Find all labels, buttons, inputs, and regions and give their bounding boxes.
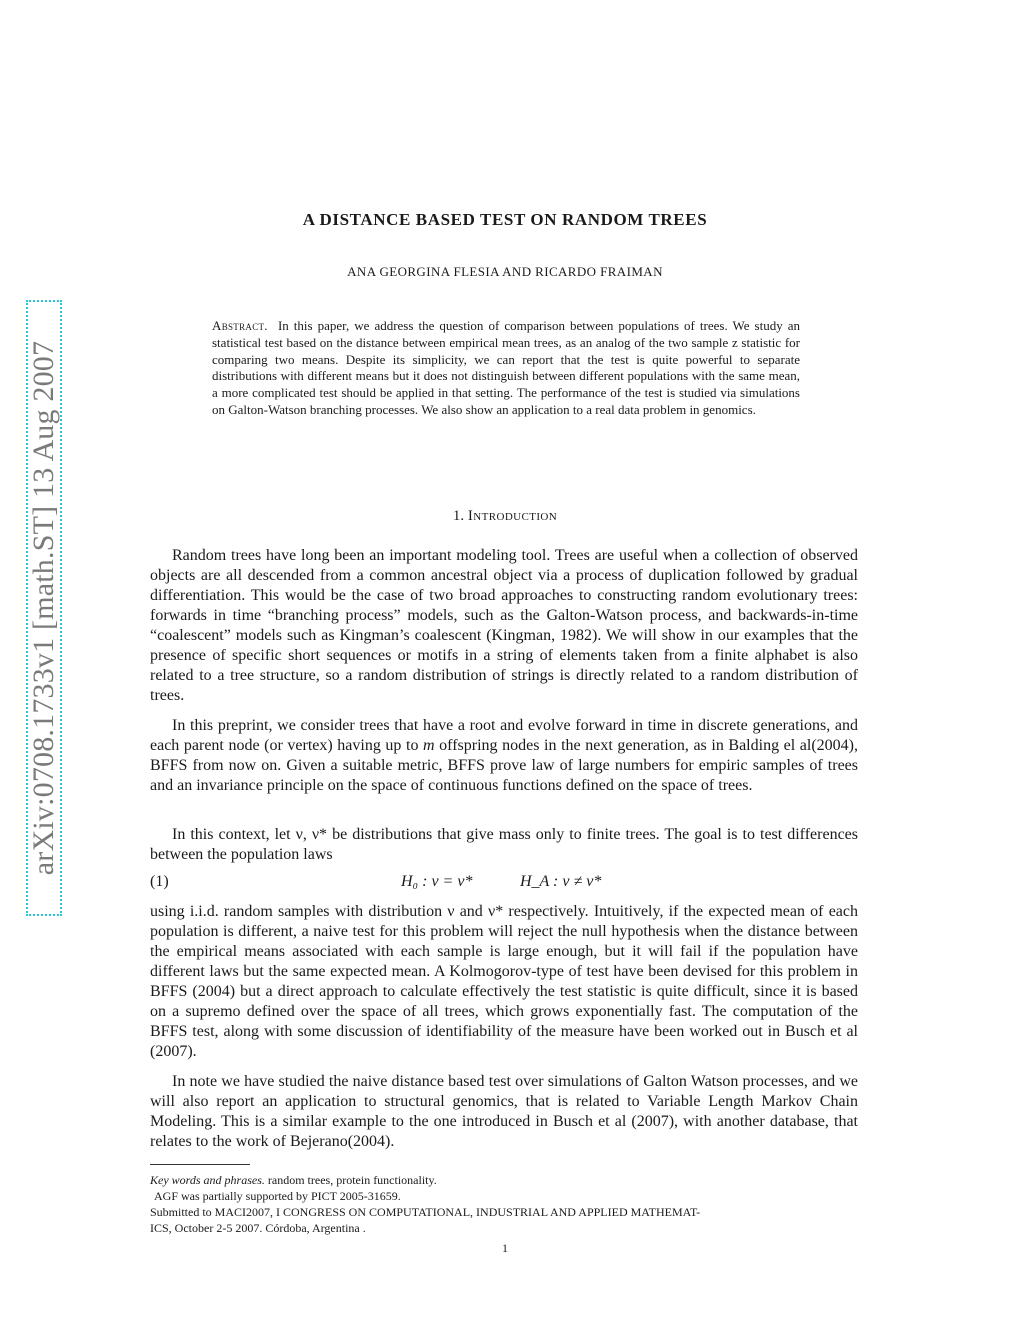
- footnote-keywords: [150, 1172, 858, 1188]
- arxiv-identifier: arXiv:0708.1733v1 [math.ST] 13 Aug 2007: [27, 340, 60, 876]
- arxiv-sidebar-stamp: [26, 300, 62, 916]
- section-title: Introduction: [467, 508, 558, 524]
- paragraph-part: In this preprint, we consider trees that have a root and evolve forward in time in discrete generations, and each parent node (or vertex) having up to: [150, 717, 858, 754]
- section-number: 1.: [452, 508, 465, 524]
- paper-authors: ANA GEORGINA FLESIA AND RICARDO FRAIMAN: [347, 264, 663, 279]
- abstract-text: In this paper, we address the question of comparison between populations of trees. We study an statistical test based on the distance between empirical mean trees, as an analog of the two sample z statistic for comparing two means. Despite its simplicity, we can report that the test is quite powerful to separate distributions with different means but it does not distinguish between different populations with the same mean, a more complicated test should be applied in that setting. The performance of the test is studied via simulations on Galton-Watson branching processes. We also show an application to a real data problem in genomics.: [212, 318, 801, 417]
- paragraph-4: [150, 902, 858, 1062]
- page-number: 1: [502, 1241, 508, 1255]
- alternative-hypothesis: H_A : ν ≠ ν*: [520, 873, 602, 890]
- footnotes: [150, 1172, 858, 1236]
- paragraph-2: [150, 716, 858, 796]
- keywords-text: random trees, protein functionality.: [267, 1173, 437, 1187]
- abstract: [212, 318, 800, 419]
- null-hypothesis: H₀ : ν = ν*: [401, 873, 473, 890]
- paragraph-text: Random trees have long been an important modeling tool. Trees are useful when a collection of observed objects are all descended from a common ancestral object via a process of duplication followed by gradual differentiation. This would be the case of two broad approaches to constructing random evolutionary trees: forwards in time “branching process” models, such as the Galton-Watson process, and backwards-in-time “coalescent” models such as Kingman’s coalescent (Kingman, 1982). We will show in our examples that the presence of specific short sequences or motifs in a string of elements taken from a finite alphabet is also related to a tree structure, so a random distribution of strings is directly related to a random distribution of trees.: [150, 547, 858, 704]
- paragraph-5: [150, 1072, 858, 1152]
- paragraph-1: [150, 546, 858, 706]
- paragraph-part: offspring nodes in the next generation, as in Balding el al(2004), BFFS from now on. Given a suitable metric, BFFS prove law of large numbers for empiric samples of trees and an invariance principle on the space of continuous functions defined on the space of trees.: [150, 737, 858, 794]
- math-variable: m: [423, 737, 435, 754]
- paper-title: A DISTANCE BASED TEST ON RANDOM TREES: [302, 210, 708, 229]
- footnote-support: AGF was partially supported by PICT 2005-31659.: [154, 1189, 401, 1203]
- paragraph-text: [150, 716, 858, 796]
- footnote-divider: [150, 1164, 250, 1165]
- paragraph-text: In note we have studied the naive distance based test over simulations of Galton Watson processes, and we will also report an application to structural genomics, that is related to Variable Length Markov Chain Modeling. This is a similar example to the one introduced in Busch et al (2007), with another database, that relates to the work of Bejerano(2004).: [150, 1073, 858, 1150]
- abstract-label: Abstract.: [212, 318, 268, 333]
- equation-number: (1): [150, 873, 169, 890]
- paragraph-text: In this context, let ν, ν* be distributions that give mass only to finite trees. The goal is to test differences between the population laws: [150, 826, 858, 863]
- equation-1: [150, 873, 858, 895]
- footnote-submitted-line-2: ICS, October 2-5 2007. Córdoba, Argentina .: [150, 1221, 366, 1235]
- footnote-submitted-line-1: Submitted to MACI2007, I CONGRESS ON COMPUTATIONAL, INDUSTRIAL AND APPLIED MATHEMAT-: [150, 1205, 701, 1219]
- keywords-label: Key words and phrases.: [150, 1173, 265, 1187]
- section-heading: [0, 508, 1010, 525]
- paragraph-3: [150, 825, 858, 865]
- paragraph-text: using i.i.d. random samples with distribution ν and ν* respectively. Intuitively, if the expected mean of each population is different, a naive test for this problem will reject the null hypothesis when the distance between the empirical means associated with each sample is large enough, but it will fail if the population have different laws but the same expected mean. A Kolmogorov-type of test have been devised for this problem in BFFS (2004) but a direct approach to calculate effectively the test statistic is quite difficult, since it is based on a supremo defined over the space of all trees, which grows exponentially fast. The computation of the BFFS test, along with some discussion of identifiability of the measure have been worked out in Busch et al (2007).: [150, 903, 858, 1060]
